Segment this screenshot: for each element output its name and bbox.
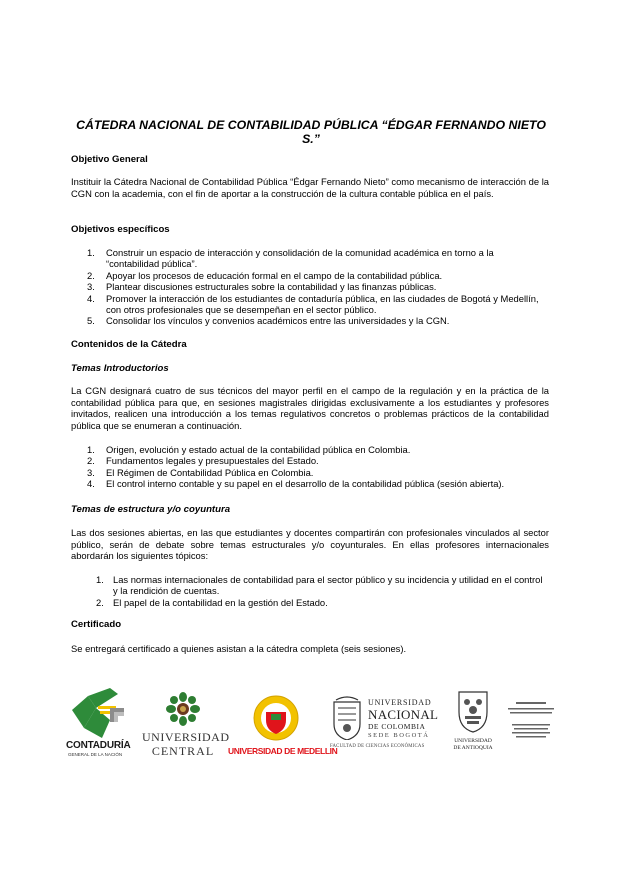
nacional-line3: DE COLOMBIA xyxy=(368,722,426,731)
nacional-escudo-icon xyxy=(330,696,364,740)
antioquia-escudo-icon xyxy=(453,690,493,734)
antioquia-line2: DE ANTIOQUIA xyxy=(453,745,493,751)
central-logo xyxy=(142,692,230,762)
contaduria-sub: GENERAL DE LA NACIÓN xyxy=(68,752,123,757)
contenidos-heading: Contenidos de la Cátedra xyxy=(71,339,187,350)
document-title: CÁTEDRA NACIONAL DE CONTABILIDAD PÚBLICA “ÉDGAR FERNANDO NIETO S.” xyxy=(76,118,546,146)
logos-strip xyxy=(66,686,566,766)
objetivo-general-heading: Objetivo General xyxy=(71,154,148,165)
objetivos-especificos-heading: Objetivos específicos xyxy=(71,224,170,235)
antioquia-line1: UNIVERSIDAD xyxy=(454,738,492,744)
list-item: 4. Promover la interacción de los estudiantes de contaduría pública, en las ciudades de Bogotá y Medellín, con otros profesionales que se desempeñan en el sector público. xyxy=(87,292,539,316)
temas-intro-list xyxy=(71,444,541,490)
objetivos-list xyxy=(71,247,541,327)
certificado-text: Se entregará certificado a quienes asistan a la cátedra completa (seis sesiones). xyxy=(71,643,407,654)
medellin-emblem-icon xyxy=(252,694,300,744)
temas-estructura-list xyxy=(71,574,549,608)
central-line2: CENTRAL xyxy=(151,744,215,758)
antioquia-logo xyxy=(450,690,496,762)
list-item: 5. Consolidar los vínculos y convenios académicos entre las universidades y la CGN. xyxy=(87,315,450,327)
contaduria-logo xyxy=(66,688,140,760)
list-item: 3. Plantear discusiones estructurales sobre la contabilidad y las finanzas públicas. xyxy=(87,281,437,293)
central-emblem-icon xyxy=(166,692,200,728)
list-item: 2. Fundamentos legales y presupuestales del Estado. xyxy=(87,455,319,467)
list-item: 2. Apoyar los procesos de educación formal en el campo de la contabilidad pública. xyxy=(87,269,443,281)
list-item: 4. El control interno contable y su papel en el desarrollo de la contabilidad pública (sesión abierta). xyxy=(87,478,505,490)
list-item: 1. Origen, evolución y estado actual de la contabilidad pública en Colombia. xyxy=(87,444,411,455)
contaduria-emblem-icon xyxy=(66,688,140,740)
temas-intro-heading: Temas Introductorios xyxy=(71,363,169,374)
objetivo-general-text: Instituir la Cátedra Nacional de Contabilidad Pública “Édgar Fernando Nieto” como mecanismo de interacción de la CGN con la academia, con el fin de aportar a la construcción de la cultura contable pública en el país. xyxy=(71,176,549,199)
temas-intro-text: La CGN designará cuatro de sus técnicos del mayor perfil en el campo de la regulación y en la práctica de la contabilidad pública para que, en sesiones magistrales dirigidas exclusivamente a los estudiantes y profesores invitados, realicen una introducción a los temas regulativos concretos o problemas prácticos de la contabilidad pública que se enumeran a continuación. xyxy=(71,385,549,431)
facultad-seal-logo xyxy=(502,700,558,748)
medellin-name: UNIVERSIDAD DE MEDELLIN xyxy=(228,746,338,756)
nacional-line5: FACULTAD DE CIENCIAS ECONÓMICAS xyxy=(330,744,425,749)
list-item: 3. El Régimen de Contabilidad Pública en Colombia. xyxy=(87,466,314,478)
temas-estructura-heading: Temas de estructura y/o coyuntura xyxy=(71,504,231,515)
certificado-heading: Certificado xyxy=(71,619,122,630)
nacional-line2: NACIONAL xyxy=(368,707,439,722)
nacional-logo xyxy=(330,696,442,756)
list-item: 2. El papel de la contabilidad en la gestión del Estado. xyxy=(96,596,328,608)
nacional-line1: UNIVERSIDAD xyxy=(368,698,432,707)
nacional-line4: SEDE BOGOTÁ xyxy=(368,732,430,739)
list-item: 1. Las normas internacionales de contabilidad para el sector público y su incidencia y utilidad en el control y la rendición de cuentas. xyxy=(96,574,543,597)
contaduria-name: CONTADURÍA xyxy=(66,740,131,751)
list-item: 1. Construir un espacio de interacción y consolidación de la comunidad académica en torno a la “contabilidad pública”. xyxy=(87,247,494,270)
central-line1: UNIVERSIDAD xyxy=(142,730,230,744)
medellin-logo xyxy=(228,694,338,760)
facultad-seal-icon xyxy=(502,700,558,748)
temas-estructura-text: Las dos sesiones abiertas, en las que estudiantes y docentes compartirán con profesionales vinculados al sector público, serán de debate sobre temas estructurales y/o coyunturales. En ellas profesores internacionales abordarán los siguientes tópicos: xyxy=(71,527,549,561)
